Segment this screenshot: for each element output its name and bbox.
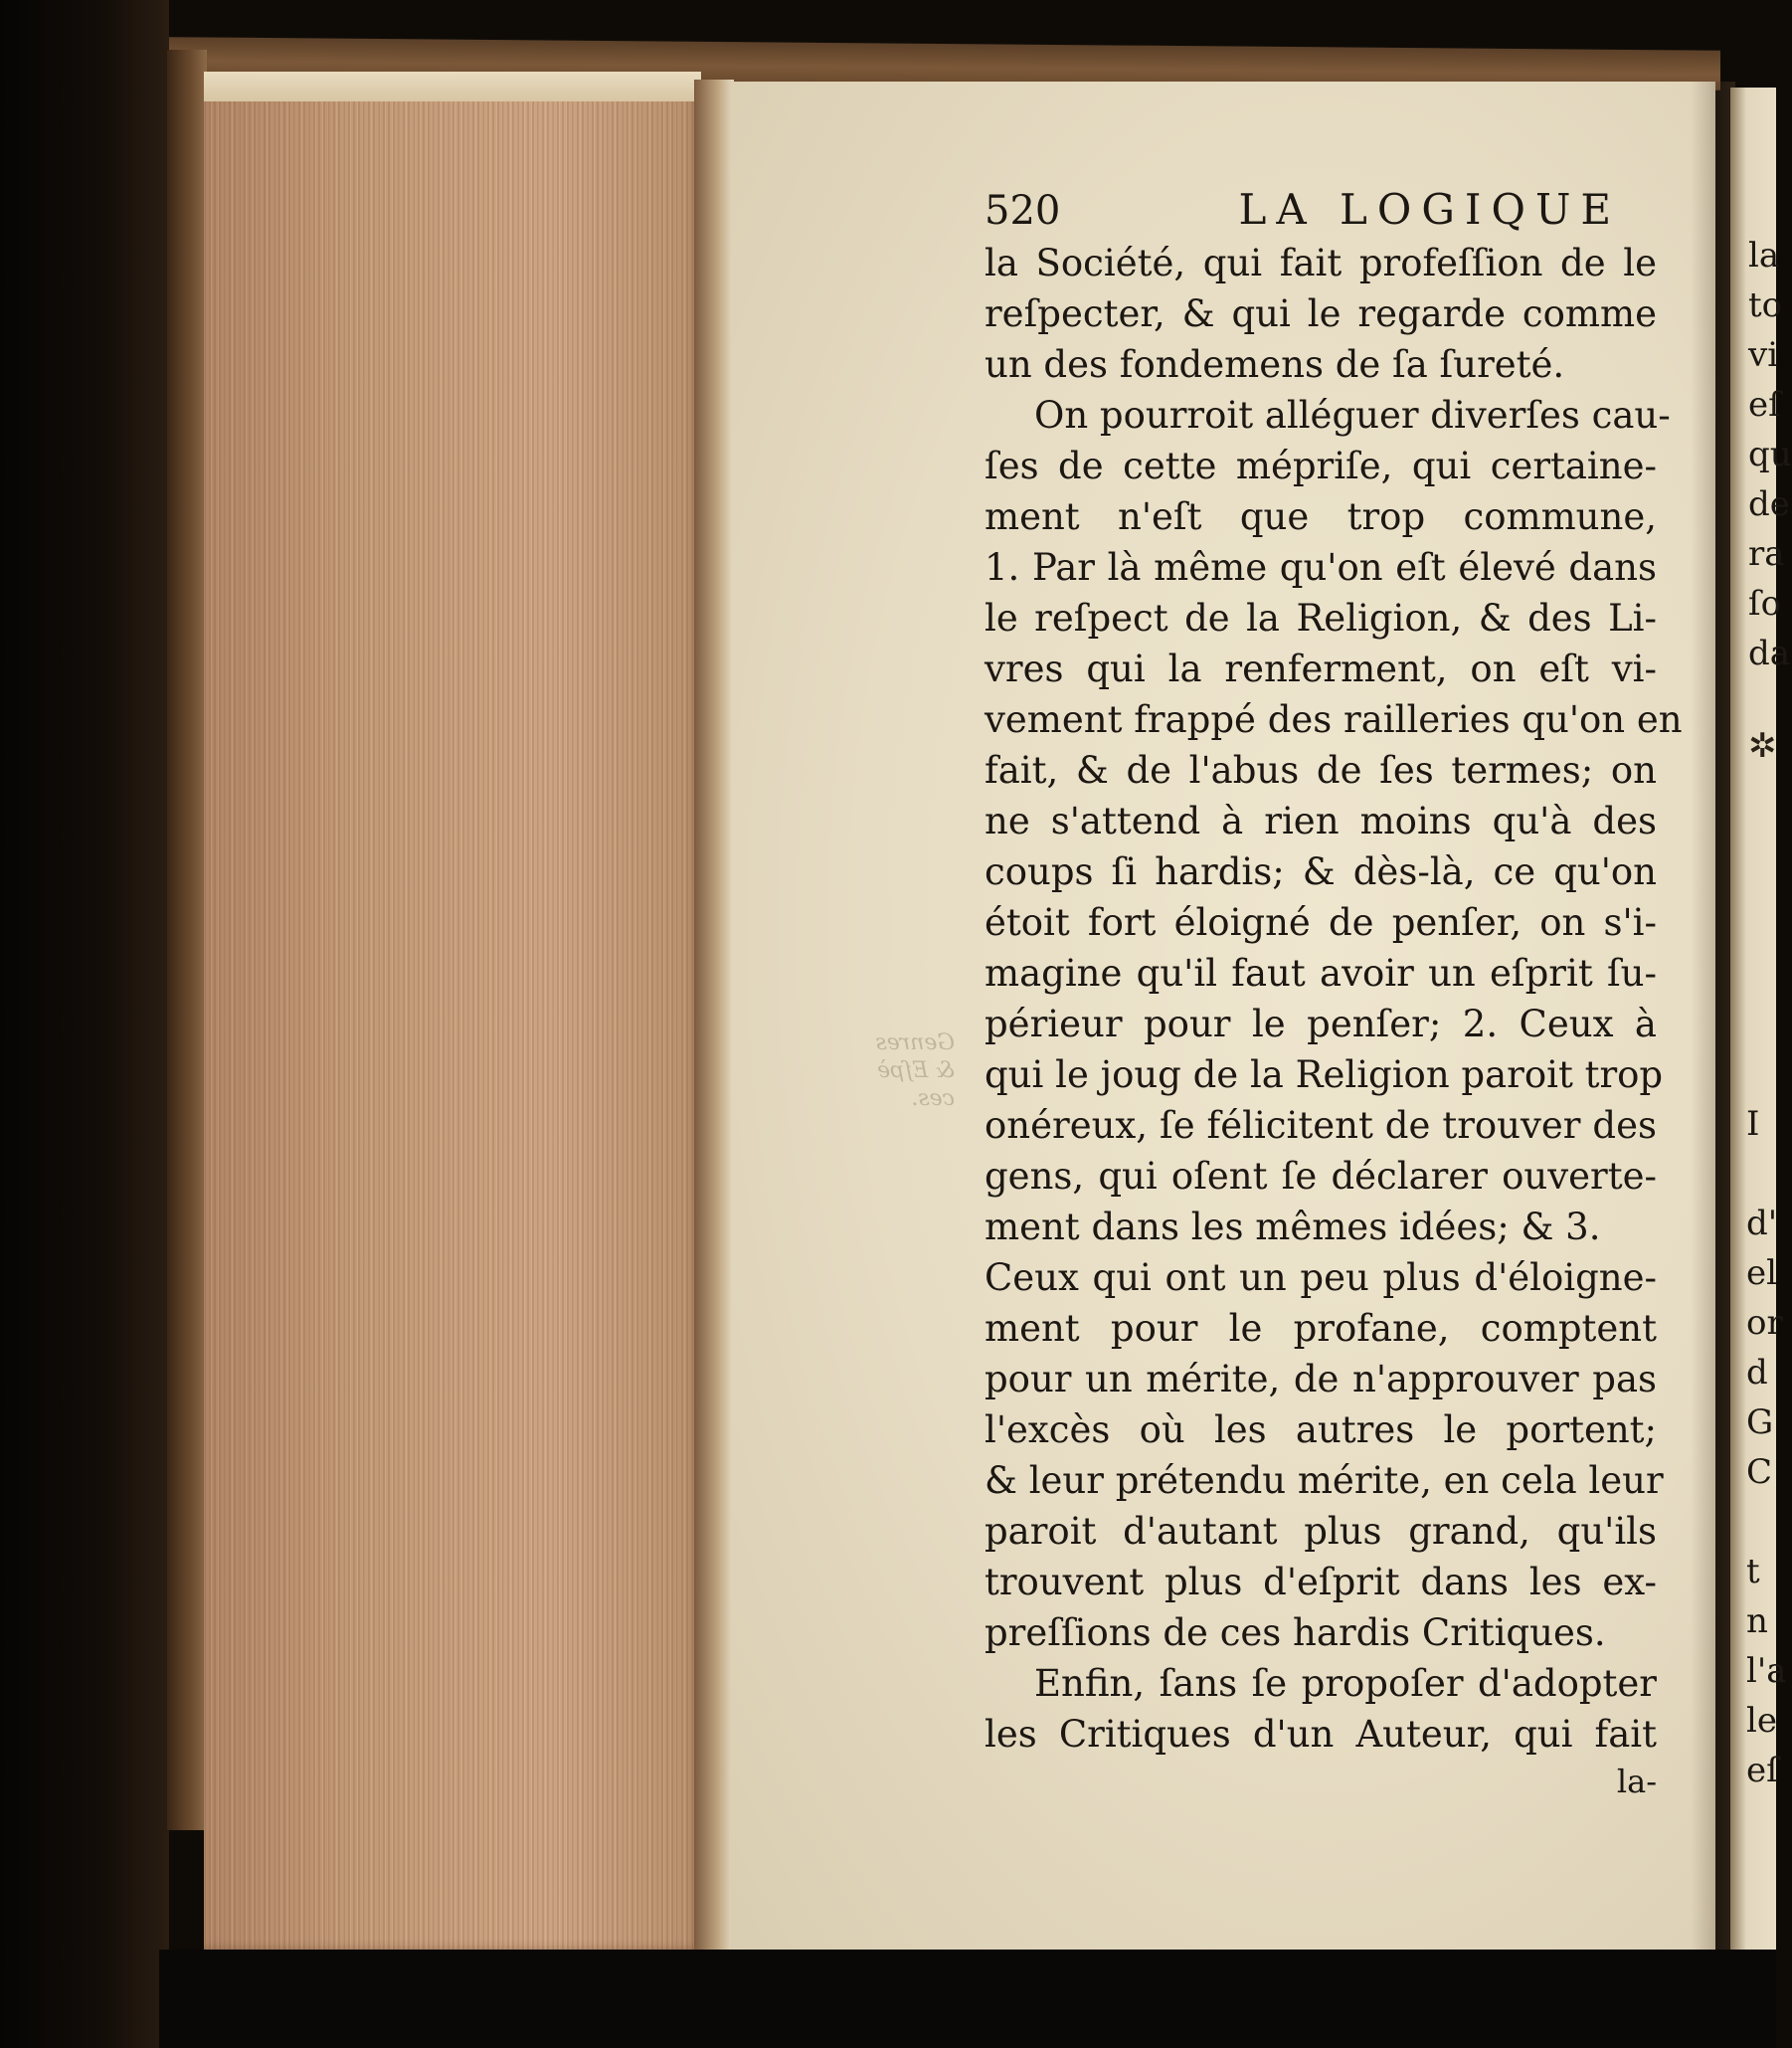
text-line: Ceux qui ont un peu plus d'éloigne- (985, 1256, 1657, 1299)
next-page-fragment: n (1746, 1601, 1768, 1641)
bleed-line: & Eſpè (877, 1058, 955, 1083)
bleed-line: Genres (875, 1030, 955, 1055)
text-line: pour un mérite, de n'approuver pas (985, 1358, 1657, 1400)
text-line: vres qui la renferment, on eſt vi- (985, 648, 1657, 690)
next-page-fragment: I (1746, 1104, 1760, 1144)
next-page-fragment: eſ (1746, 1751, 1779, 1790)
text-line: les Critiques d'un Auteur, qui fait (985, 1713, 1657, 1756)
next-page-fragment: G (1746, 1402, 1774, 1442)
text-line: preſſions de ces hardis Critiques. (985, 1611, 1606, 1654)
text-line: trouvent plus d'eſprit dans les ex- (985, 1561, 1657, 1603)
text-line: On pourroit alléguer diverſes cau- (1034, 394, 1671, 437)
next-page-fragment: ra (1748, 534, 1785, 574)
running-head (985, 187, 1621, 234)
next-page-fragment: de (1748, 484, 1790, 524)
page-text (985, 185, 1683, 1801)
next-page-fragment (1746, 1497, 1787, 1547)
bleed-through-text (855, 1029, 955, 1119)
text-line: ment pour le profane, comptent (985, 1307, 1657, 1350)
ornament-icon: ✲ (1748, 726, 1777, 766)
text-line: ment dans les mêmes idées; & 3. (985, 1206, 1601, 1248)
page-number: 520 (985, 188, 1061, 234)
text-line: & leur prétendu mérite, en cela leur (985, 1459, 1664, 1502)
next-page-fragment: eſ (1748, 385, 1781, 425)
page-edges-stack (204, 80, 701, 1950)
catchword: la- (1616, 1763, 1657, 1800)
next-page-fragment: l'a (1746, 1651, 1787, 1691)
text-line: 1. Par là même qu'on eſt élevé dans (985, 546, 1657, 589)
text-line: étoit fort éloigné de penſer, on s'i- (985, 901, 1657, 944)
next-page-fragment: or (1746, 1303, 1783, 1343)
text-line: Enfin, ſans ſe propoſer d'adopter (1034, 1662, 1657, 1705)
next-page-fragment (1746, 1149, 1787, 1199)
next-page-text-top (1748, 231, 1792, 678)
text-line: fait, & de l'abus de ſes termes; on (985, 749, 1657, 792)
text-line: ſes de cette mépriſe, qui certaine- (985, 445, 1657, 487)
page-edges-top (204, 72, 701, 101)
next-page-fragment: el (1746, 1253, 1777, 1293)
next-page-fragment: la (1748, 236, 1780, 276)
next-page-fragment: le (1746, 1701, 1777, 1741)
next-page-fragment: qu (1748, 435, 1792, 474)
text-line: ment n'eſt que trop commune, (985, 495, 1657, 538)
bleed-line: ces. (911, 1086, 955, 1111)
text-line: vement frappé des railleries qu'on en (985, 698, 1683, 741)
text-line: coups ſi hardis; & dès-là, ce qu'on (985, 850, 1657, 893)
text-line: onéreux, ſe félicitent de trouver des (985, 1104, 1657, 1147)
next-page-fragment: C (1746, 1452, 1773, 1492)
text-line: reſpecter, & qui le regarde comme (985, 292, 1657, 335)
text-line: magine qu'il faut avoir un eſprit ſu- (985, 952, 1657, 995)
text-line: gens, qui oſent ſe déclarer ouverte- (985, 1155, 1657, 1198)
next-page-fragment: d (1746, 1353, 1768, 1393)
next-page-fragment: to (1748, 285, 1783, 325)
running-title: LA LOGIQUE (1238, 185, 1621, 234)
book-cover-left (167, 50, 207, 1830)
text-line: le reſpect de la Religion, & des Li- (985, 597, 1657, 640)
text-line: la Société, qui fait profeſſion de le (985, 242, 1657, 284)
page-fold-shadow (1691, 82, 1735, 1961)
next-page-fragment: vi (1748, 335, 1779, 375)
next-page-text-bottom (1746, 1099, 1787, 1795)
background-bottom (159, 1950, 1776, 2048)
text-line: paroit d'autant plus grand, qu'ils (985, 1510, 1657, 1553)
gutter (694, 80, 734, 1950)
text-lines (985, 238, 1683, 1760)
text-line: l'excès où les autres le portent; (985, 1408, 1657, 1451)
background-shadow (0, 0, 169, 2048)
next-page-fragment: d' (1746, 1204, 1778, 1243)
text-line: qui le joug de la Religion paroit trop (985, 1053, 1664, 1096)
next-page-fragment: t (1746, 1552, 1760, 1591)
text-line: ne s'attend à rien moins qu'à des (985, 800, 1657, 842)
next-page-fragment: da (1748, 634, 1791, 673)
text-line: un des fondemens de ſa ſureté. (985, 343, 1565, 386)
text-line: périeur pour le penſer; 2. Ceux à (985, 1003, 1657, 1045)
next-page-fragment: ſo (1748, 584, 1782, 624)
